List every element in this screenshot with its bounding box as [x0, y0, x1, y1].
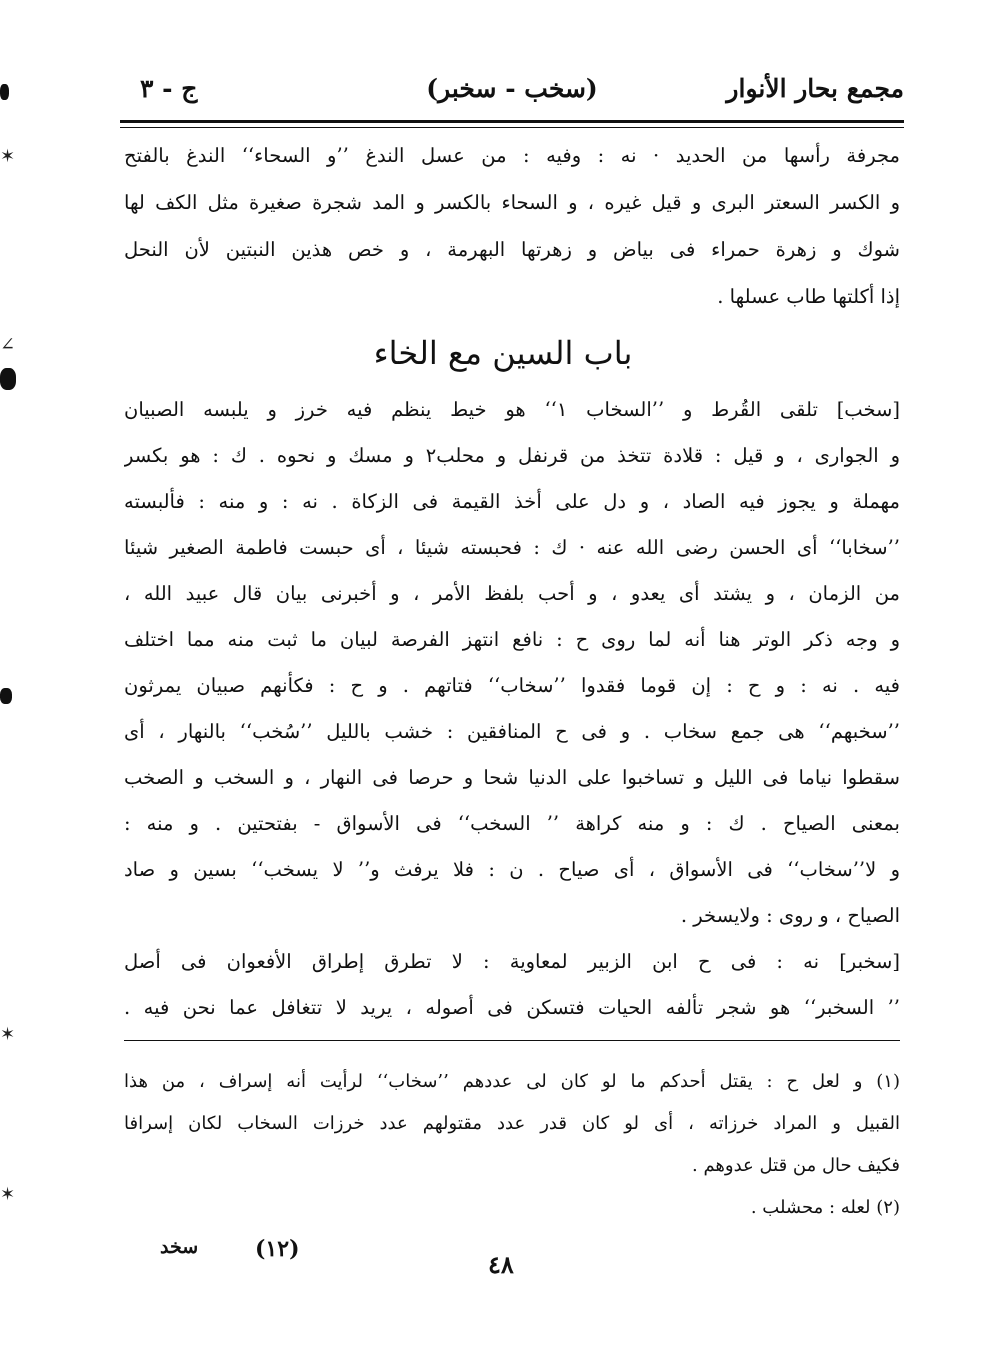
text-line: شوك و زهرة حمراء فى بياض و زهرتها البهرمة ، و خص هذين النبتين لأن النحل	[124, 238, 900, 261]
entry-line: ’’سخبهم‘‘ هى جمع سخاب . و فى ح المنافقين : خشب بالليل ’’سُخب‘‘ بالنهار ، أى	[124, 720, 900, 743]
entry-line: [سخب] تلقى القُرط و ’’السخاب ۱‘‘ هو خيط ينظم فيه خرز و يلبسه الصبيان	[124, 398, 900, 421]
footnote-line: (۲) لعله : محشلب .	[750, 1197, 900, 1218]
entry-line: من الزمان ، و يشتد أى يعدو ، و أحب بلفظ الأمر ، و أخبرنى بيان قال عبيد الله ،	[124, 582, 900, 605]
header-rule-thin	[120, 127, 904, 128]
footer-code: سخد	[160, 1236, 199, 1258]
footnote-line: (۱) و لعل ح : يقتل أحدكم ما لو كان لى عددهم ’’سخاب‘‘ لرأيت أنه إسراف ، من هذا	[124, 1071, 900, 1092]
section-title: باب السين مع الخاء	[373, 334, 633, 372]
margin-star-icon: ✶	[0, 1024, 16, 1045]
entry-line: الصياح ، و روى : ولايسخر .	[680, 904, 900, 927]
entry-line: و الجوارى ، و قيل : قلادة تتخذ من قرنفل و محلب۲ و مسك و نحوه . ك : هو بكسر	[124, 444, 900, 467]
entry-line: و لا’’سخاب‘‘ فى الأسواق ، أى صياح . ن : فلا يرفث و’’ لا يسخب‘‘ بسين و صاد	[124, 858, 900, 881]
entry-line: [سخبر] نه : فى ح ابن الزبير لمعاوية : لا تطرق إطراق الأفعوان فى أصل	[124, 950, 900, 973]
footnote-line: فكيف حال من قتل عدوهم .	[692, 1155, 900, 1176]
volume-label: ج - ٣	[140, 74, 198, 103]
entry-line: ’’ السخبر‘‘ هو شجر تألفه الحيات فتسكن فى أصوله ، يريد لا تتغافل عما نحن فيه .	[124, 996, 900, 1019]
entry-line: سقطوا نياما فى الليل و تساخبوا على الدنيا شحا و حرصا فى النهار ، و السخب و الصخب	[124, 766, 900, 789]
footer-signature: (۱۲)	[255, 1236, 300, 1262]
page-footer	[120, 1236, 904, 1279]
page-number: ٤٨	[488, 1250, 514, 1279]
entry-line: و وجه ذكر الوتر هنا أنه لما روى ح : نافع انتهز الفرصة لبيان ما ثبت منه مما اختلف	[124, 628, 900, 651]
margin-blot	[0, 688, 12, 704]
margin-blot	[0, 84, 9, 100]
footnote-line: القبيل و المراد خرزاته ، أى لو كان قدر عدد مقتولهم عدد خرزات السخاب لكان إسرافا	[124, 1113, 900, 1134]
entry-line: ’’سخابا‘‘ أى الحسن رضى الله عنه · ك : فحبسته شيئا ، أى حبست فاطمة الصغير شيئا	[124, 536, 900, 559]
entry-line: فيه . نه : و ح : إن قوما فقدوا ’’سخاب‘‘ فتاتهم . و ح : فكأنهم صبيان يمرثون	[124, 674, 900, 697]
text-line: مجرفة رأسها من الحديد · نه : وفيه : من عسل الندغ ’’و السحاء‘‘ الندغ بالفتح	[124, 144, 900, 167]
running-header	[120, 66, 904, 116]
entry-line: مهملة و يجوز فيه الصاد ، و دل على أخذ القيمة فى الزكاة . نه : و منه : فألبسته	[124, 490, 900, 513]
header-rule-thick	[120, 120, 904, 123]
entry-line: بمعنى الصياح . ك : و منه كراهة ’’ السخب‘‘ فى الأسواق - بفتحتين . و منه :	[124, 812, 900, 835]
margin-star-icon: ✶	[0, 146, 16, 167]
entry-range: (سخب - سخبر)	[426, 74, 598, 103]
text-line: إذا أكلتها طاب عسلها .	[717, 285, 900, 308]
footnote-rule	[124, 1040, 900, 1041]
text-line: و الكسر السعتر البرى و قيل غيره ، و السحاء بالكسر و المد شجرة صغيرة مثل الكف لها	[124, 191, 900, 214]
margin-mark-icon: ∠	[0, 334, 16, 355]
margin-star-icon: ✶	[0, 1184, 16, 1205]
book-title: مجمع بحار الأنوار	[726, 74, 904, 103]
margin-blot	[0, 368, 16, 390]
